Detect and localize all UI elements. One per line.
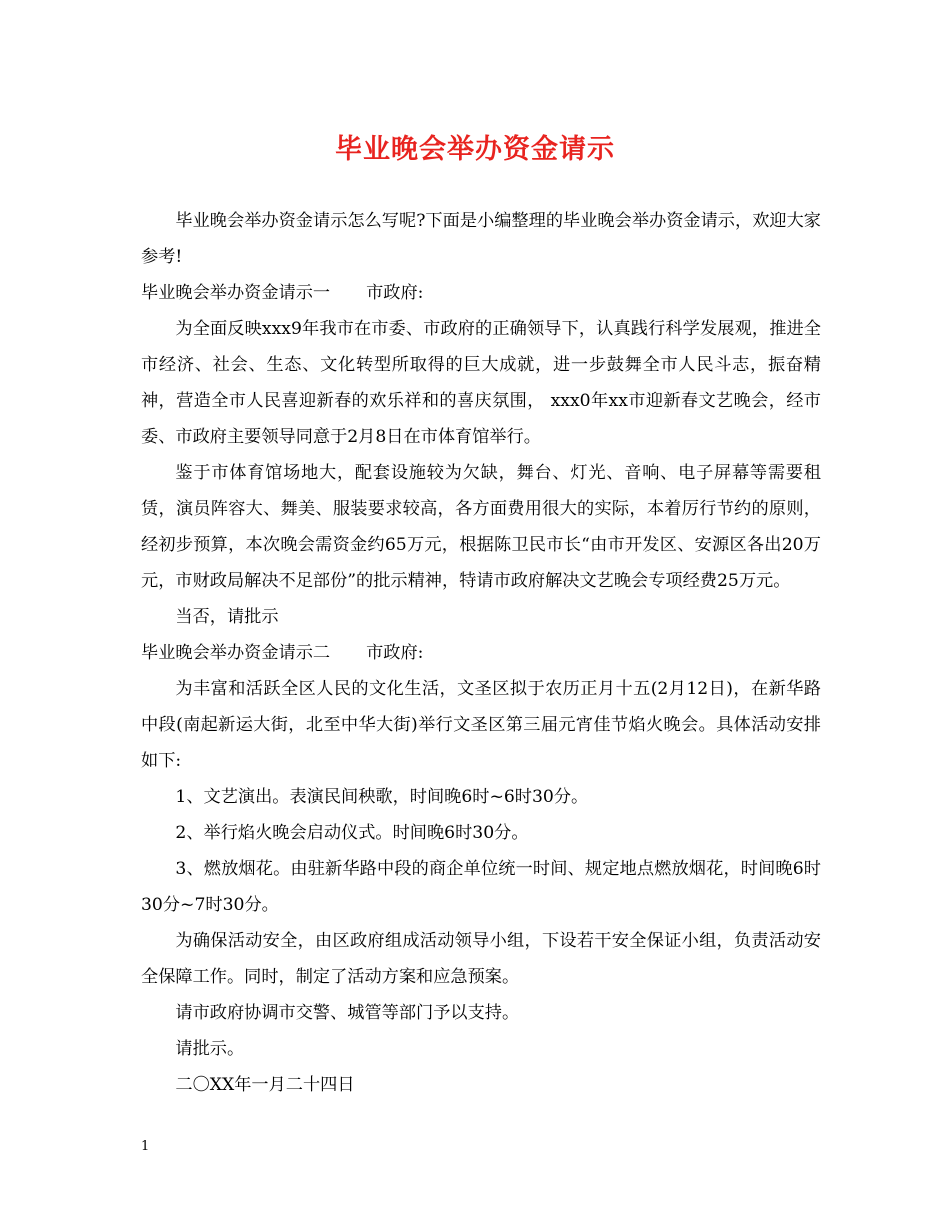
section2-paragraph-2: 为确保活动安全，由区政府组成活动领导小组，下设若干安全保证小组，负责活动安全保障工作。同时，制定了活动方案和应急预案。 [141, 931, 821, 987]
section2-heading: 毕业晚会举办资金请示二 [141, 643, 331, 663]
section1-paragraph-1: 为全面反映xxx9年我市在市委、市政府的正确领导下，认真践行科学发展观，推进全市经济、社会、生态、文化转型所取得的巨大成就，进一步鼓舞全市人民斗志，振奋精神，营造全市人民喜迎新春的欢乐祥和的喜庆氛围， xxx0年xx市迎新春文艺晚会，经市委、市政府主要领导同意于2月8日在市体育馆举行。 [141, 319, 821, 447]
section2-item-2: 2、举行焰火晚会启动仪式。时间晚6时30分。 [175, 823, 529, 843]
section2-paragraph-1: 为丰富和活跃全区人民的文化生活，文圣区拟于农历正月十五(2月12日)，在新华路中段(南起新运大街，北至中华大街)举行文圣区第三届元宵佳节焰火晚会。具体活动安排如下: [141, 679, 821, 771]
intro-paragraph: 毕业晚会举办资金请示怎么写呢?下面是小编整理的毕业晚会举办资金请示，欢迎大家参考! [141, 211, 821, 267]
section1-heading-line [141, 275, 821, 311]
section2-heading-line [141, 635, 821, 671]
document-title: 毕业晚会举办资金请示 [335, 134, 615, 165]
page-number: 1 [141, 1139, 150, 1154]
section2-addressee: 市政府: [366, 643, 424, 663]
section1-closing: 当否，请批示 [175, 607, 279, 627]
section2-item-1: 1、文艺演出。表演民间秧歌，时间晚6时~6时30分。 [175, 787, 589, 807]
document-body [141, 203, 821, 1103]
section1-paragraph-2: 鉴于市体育馆场地大，配套设施较为欠缺，舞台、灯光、音响、电子屏幕等需要租赁，演员阵容大、舞美、服装要求较高，各方面费用很大的实际，本着厉行节约的原则，经初步预算，本次晚会需资金约65万元，根据陈卫民市长“由市开发区、安源区各出20万元，市财政局解决不足部份”的批示精神，特请市政府解决文艺晚会专项经费25万元。 [141, 463, 821, 591]
section1-heading: 毕业晚会举办资金请示一 [141, 283, 331, 303]
section1-addressee: 市政府: [366, 283, 424, 303]
section2-closing: 请批示。 [175, 1039, 245, 1059]
section2-paragraph-3: 请市政府协调市交警、城管等部门予以支持。 [175, 1003, 520, 1023]
section2-item-3: 3、燃放烟花。由驻新华路中段的商企单位统一时间、规定地点燃放烟花，时间晚6时30分~7时30分。 [141, 859, 821, 915]
document-date: 二〇XX年一月二十四日 [175, 1075, 355, 1095]
